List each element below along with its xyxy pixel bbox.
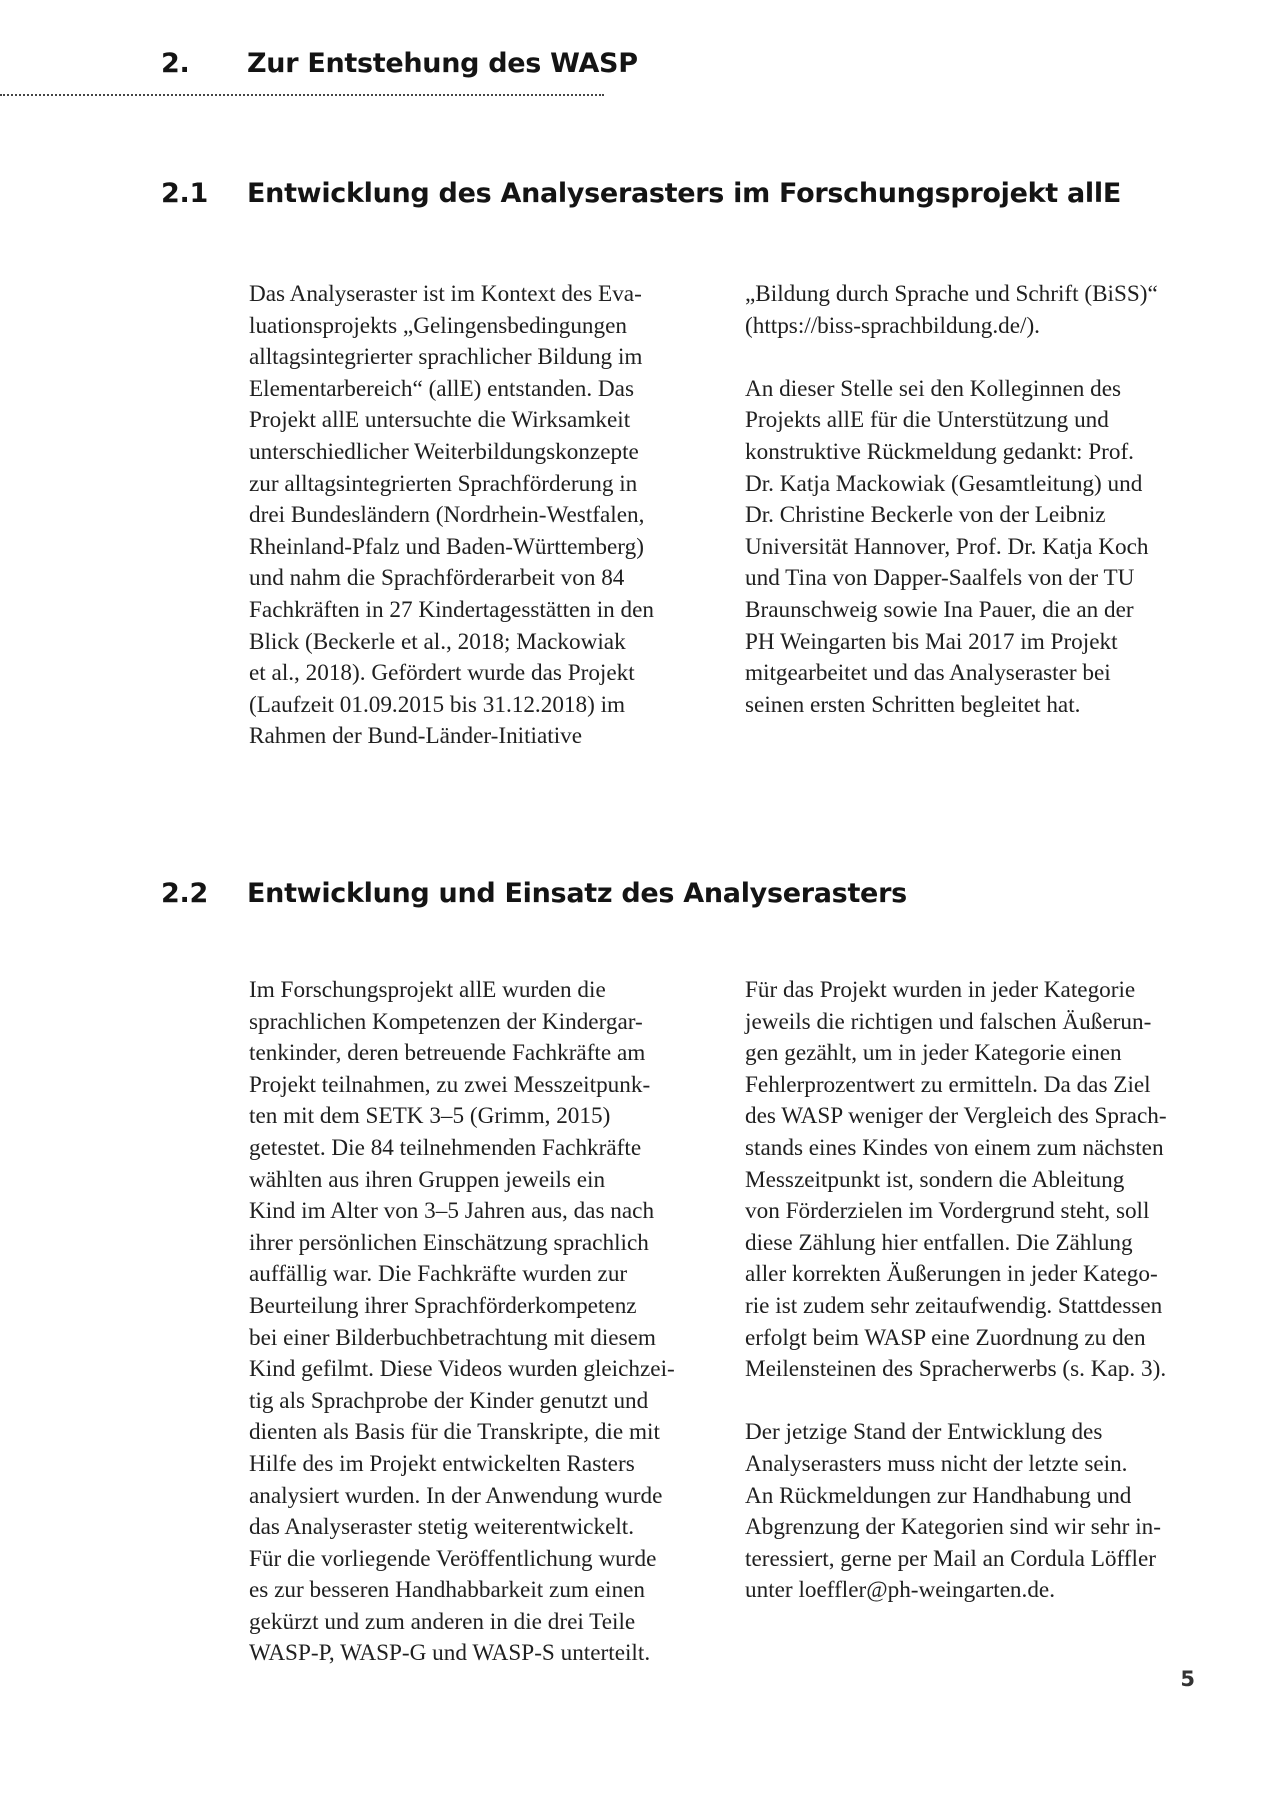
text-line: und nahm die Sprachförderarbeit von 84 <box>249 565 625 592</box>
chapter-number: 2. <box>161 48 190 79</box>
text-line: Dr. Christine Beckerle von der Leibniz <box>745 502 1106 529</box>
chapter-heading-divider <box>0 94 604 96</box>
text-line: von Förderzielen im Vordergrund steht, soll <box>745 1198 1150 1225</box>
text-line: unter loeffler@ph-weingarten.de. <box>745 1577 1055 1604</box>
section-title: Entwicklung und Einsatz des Analyserasters <box>247 878 907 909</box>
text-line: Projekts allE für die Unterstützung und <box>745 407 1109 434</box>
section-heading-2-1 <box>161 178 1161 218</box>
text-line: Projekt teilnahmen, zu zwei Messzeitpunk- <box>249 1071 651 1098</box>
text-line: Beurteilung ihrer Sprachförderkompetenz <box>249 1292 637 1319</box>
text-line: wählten aus ihren Gruppen jeweils ein <box>249 1166 606 1193</box>
text-line: (https://biss-sprachbildung.de/). <box>745 312 1040 339</box>
text-line: Rahmen der Bund-Länder-Initiative <box>249 723 583 750</box>
text-line: auffällig war. Die Fachkräfte wurden zur <box>249 1261 628 1288</box>
text-line: et al., 2018). Gefördert wurde das Projekt <box>249 660 635 687</box>
text-line: erfolgt beim WASP eine Zuordnung zu den <box>745 1324 1146 1351</box>
text-line: dienten als Basis für die Transkripte, die mit <box>249 1419 660 1446</box>
text-line: Projekt allE untersuchte die Wirksamkeit <box>249 407 631 434</box>
text-line: alltagsintegrierter sprachlicher Bildung im <box>249 344 643 371</box>
text-line: gekürzt und zum anderen in die drei Teile <box>249 1608 636 1635</box>
text-line: tig als Sprachprobe der Kinder genutzt und <box>249 1387 649 1414</box>
text-line: gen gezählt, um in jeder Kategorie einen <box>745 1040 1122 1067</box>
text-line: drei Bundesländern (Nordrhein-Westfalen, <box>249 502 645 529</box>
section-2-2-right-column <box>745 975 1215 1607</box>
text-line: Fehlerprozentwert zu ermitteln. Da das Ziel <box>745 1071 1151 1098</box>
text-line: Kind gefilmt. Diese Videos wurden gleichzei- <box>249 1356 675 1383</box>
text-line: Fachkräften in 27 Kindertagesstätten in den <box>249 596 655 623</box>
section-2-1-right-column <box>745 279 1215 721</box>
text-line: WASP-P, WASP-G und WASP-S unterteilt. <box>249 1640 651 1667</box>
text-line: analysiert wurden. In der Anwendung wurde <box>249 1482 663 1509</box>
text-line: unterschiedlicher Weiterbildungskonzepte <box>249 438 639 465</box>
text-line: „Bildung durch Sprache und Schrift (BiSS)“ <box>745 281 1158 307</box>
text-line: An Rückmeldungen zur Handhabung und <box>745 1482 1132 1509</box>
text-line: (Laufzeit 01.09.2015 bis 31.12.2018) im <box>249 691 626 718</box>
chapter-title: Zur Entstehung des WASP <box>247 48 638 79</box>
text-line: aller korrekten Äußerungen in jeder Katego- <box>745 1261 1158 1288</box>
text-line: rie ist zudem sehr zeitaufwendig. Stattdessen <box>745 1292 1163 1319</box>
text-line: Der jetzige Stand der Entwicklung des <box>745 1419 1103 1446</box>
section-number: 2.1 <box>161 178 208 209</box>
text-line: Blick (Beckerle et al., 2018; Mackowiak <box>249 628 626 655</box>
text-line: Elementarbereich“ (allE) entstanden. Das <box>249 375 634 402</box>
text-line: ten mit dem SETK 3–5 (Grimm, 2015) <box>249 1103 611 1130</box>
section-2-1-left-column <box>249 279 719 753</box>
page-number: 5 <box>1180 1667 1195 1691</box>
text-line: Hilfe des im Projekt entwickelten Rasters <box>249 1450 635 1477</box>
paragraph <box>745 1417 1215 1607</box>
text-line: Im Forschungsprojekt allE wurden die <box>249 977 606 1003</box>
text-line: diese Zählung hier entfallen. Die Zählung <box>745 1229 1133 1256</box>
text-line: Braunschweig sowie Ina Pauer, die an der <box>745 596 1134 623</box>
text-line: PH Weingarten bis Mai 2017 im Projekt <box>745 628 1118 655</box>
section-title: Entwicklung des Analyserasters im Forschungsprojekt allE <box>247 178 1121 209</box>
paragraph <box>745 374 1215 722</box>
section-number: 2.2 <box>161 878 208 909</box>
text-line: Rheinland-Pfalz und Baden-Württemberg) <box>249 533 644 560</box>
paragraph <box>249 279 719 753</box>
text-line: Meilensteinen des Spracherwerbs (s. Kap. 3). <box>745 1356 1167 1383</box>
section-2-2-left-column <box>249 975 719 1670</box>
text-line: Messzeitpunkt ist, sondern die Ableitung <box>745 1166 1125 1193</box>
text-line: und Tina von Dapper-Saalfels von der TU <box>745 565 1135 592</box>
text-line: jeweils die richtigen und falschen Äußerun- <box>745 1008 1152 1035</box>
text-line: stands eines Kindes von einem zum nächsten <box>745 1134 1164 1161</box>
text-line: teressiert, gerne per Mail an Cordula Löffler <box>745 1545 1156 1572</box>
text-line: Für die vorliegende Veröffentlichung wurde <box>249 1545 657 1572</box>
text-line: konstruktive Rückmeldung gedankt: Prof. <box>745 438 1134 465</box>
text-line: sprachlichen Kompetenzen der Kindergar- <box>249 1008 643 1035</box>
text-line: seinen ersten Schritten begleitet hat. <box>745 691 1081 718</box>
text-line: das Analyseraster stetig weiterentwickelt. <box>249 1514 635 1541</box>
text-line: zur alltagsintegrierten Sprachförderung in <box>249 470 638 497</box>
text-line: Dr. Katja Mackowiak (Gesamtleitung) und <box>745 470 1143 497</box>
text-line: Kind im Alter von 3–5 Jahren aus, das nach <box>249 1198 655 1225</box>
text-line: getestet. Die 84 teilnehmenden Fachkräfte <box>249 1134 642 1161</box>
paragraph <box>745 975 1215 1386</box>
text-line: Abgrenzung der Kategorien sind wir sehr in- <box>745 1514 1161 1541</box>
paragraph <box>249 975 719 1670</box>
text-line: es zur besseren Handhabbarkeit zum einen <box>249 1577 645 1604</box>
text-line: Das Analyseraster ist im Kontext des Eva- <box>249 281 642 307</box>
text-line: Für das Projekt wurden in jeder Kategorie <box>745 977 1136 1003</box>
text-line: bei einer Bilderbuchbetrachtung mit diesem <box>249 1324 656 1351</box>
text-line: An dieser Stelle sei den Kolleginnen des <box>745 375 1122 402</box>
text-line: ihrer persönlichen Einschätzung sprachlich <box>249 1229 649 1256</box>
section-heading-2-2 <box>161 878 1161 918</box>
text-line: mitgearbeitet und das Analyseraster bei <box>745 660 1111 687</box>
text-line: Universität Hannover, Prof. Dr. Katja Koch <box>745 533 1149 560</box>
text-line: luationsprojekts „Gelingensbedingungen <box>249 312 628 339</box>
text-line: Analyserasters muss nicht der letzte sein. <box>745 1450 1128 1477</box>
text-line: tenkinder, deren betreuende Fachkräfte am <box>249 1040 646 1067</box>
text-line: des WASP weniger der Vergleich des Sprach- <box>745 1103 1167 1130</box>
chapter-heading <box>161 48 861 88</box>
paragraph <box>745 279 1215 342</box>
